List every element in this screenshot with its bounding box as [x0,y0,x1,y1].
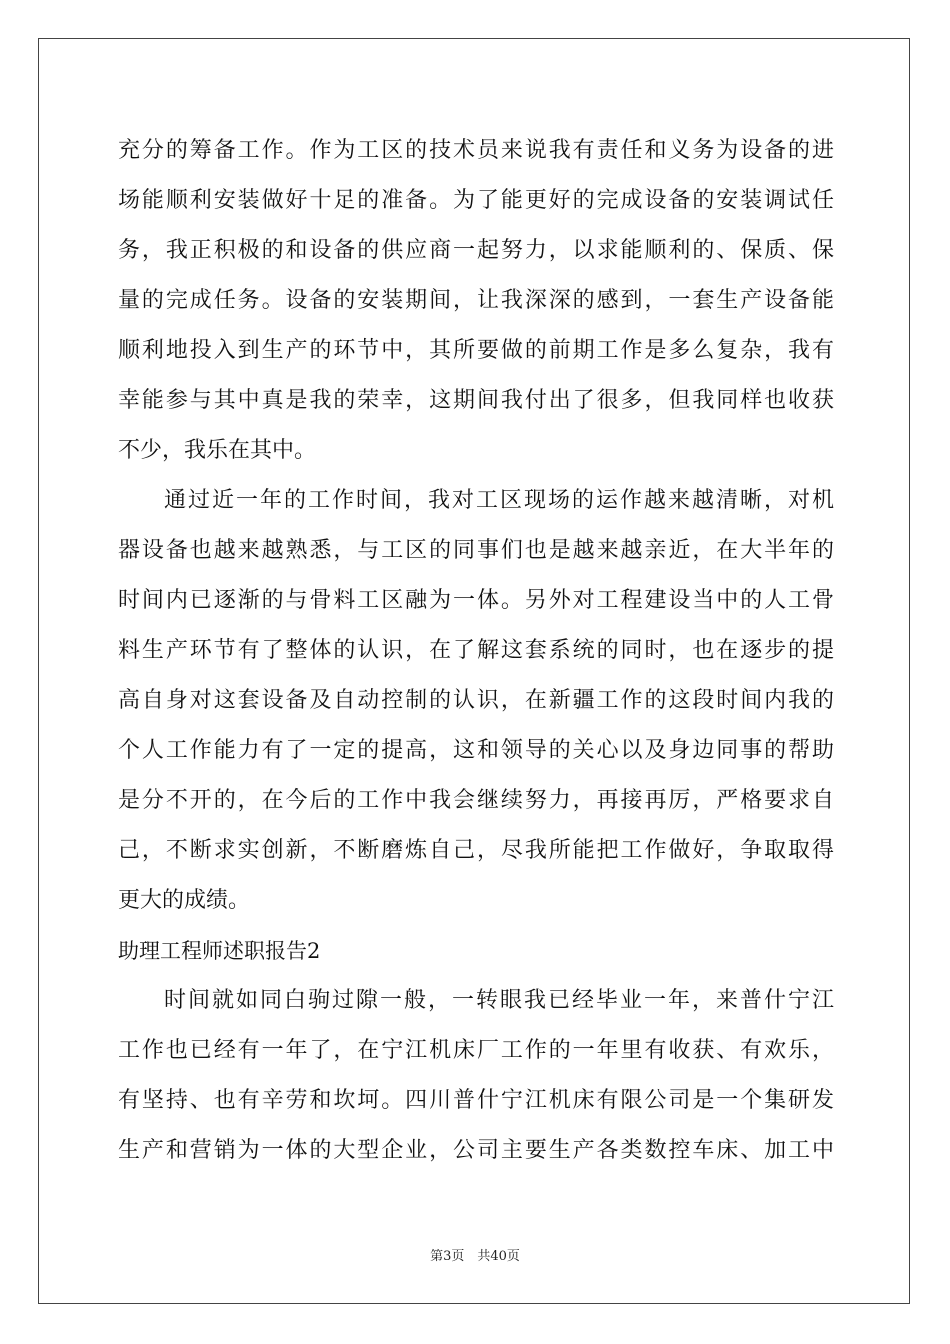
page-footer: 第3页 共40页 [430,1249,520,1264]
text-line: 务，我正积极的和设备的供应商一起努力，以求能顺利的、保质、保 [118,238,834,263]
text-line: 量的完成任务。设备的安装期间，让我深深的感到，一套生产设备能 [118,288,834,313]
text-line: 通过近一年的工作时间，我对工区现场的运作越来越清晰，对机 [164,488,834,513]
section-heading: 助理工程师述职报告2 [118,939,321,963]
paragraph-3 [118,976,834,1176]
text-line: 个人工作能力有了一定的提高，这和领导的关心以及身边同事的帮助 [118,738,834,763]
paragraph-2 [118,476,834,926]
text-line: 充分的筹备工作。作为工区的技术员来说我有责任和义务为设备的进 [118,138,834,163]
text-line: 场能顺利安装做好十足的准备。为了能更好的完成设备的安装调试任 [118,188,834,213]
text-line: 是分不开的，在今后的工作中我会继续努力，再接再厉，严格要求自 [118,788,834,813]
document-body [118,126,834,1176]
text-line: 器设备也越来越熟悉，与工区的同事们也是越来越亲近，在大半年的 [118,538,834,563]
text-line: 不少，我乐在其中。 [118,438,317,463]
paragraph-1 [118,126,834,476]
text-line: 高自身对这套设备及自动控制的认识，在新疆工作的这段时间内我的 [118,688,834,713]
text-line: 顺利地投入到生产的环节中，其所要做的前期工作是多么复杂，我有 [118,338,834,363]
text-line: 时间内已逐渐的与骨料工区融为一体。另外对工程建设当中的人工骨 [118,588,834,613]
text-line: 幸能参与其中真是我的荣幸，这期间我付出了很多，但我同样也收获 [118,388,834,413]
text-line: 更大的成绩。 [118,888,251,913]
text-line: 有坚持、也有辛劳和坎坷。四川普什宁江机床有限公司是一个集研发 [118,1088,834,1113]
text-line: 时间就如同白驹过隙一般，一转眼我已经毕业一年，来普什宁江 [164,988,834,1013]
text-line: 工作也已经有一年了，在宁江机床厂工作的一年里有收获、有欢乐， [118,1038,834,1063]
text-line: 生产和营销为一体的大型企业，公司主要生产各类数控车床、加工中 [118,1138,834,1163]
text-line: 料生产环节有了整体的认识，在了解这套系统的同时，也在逐步的提 [118,638,834,663]
text-line: 己，不断求实创新，不断磨炼自己，尽我所能把工作做好，争取取得 [118,838,834,863]
